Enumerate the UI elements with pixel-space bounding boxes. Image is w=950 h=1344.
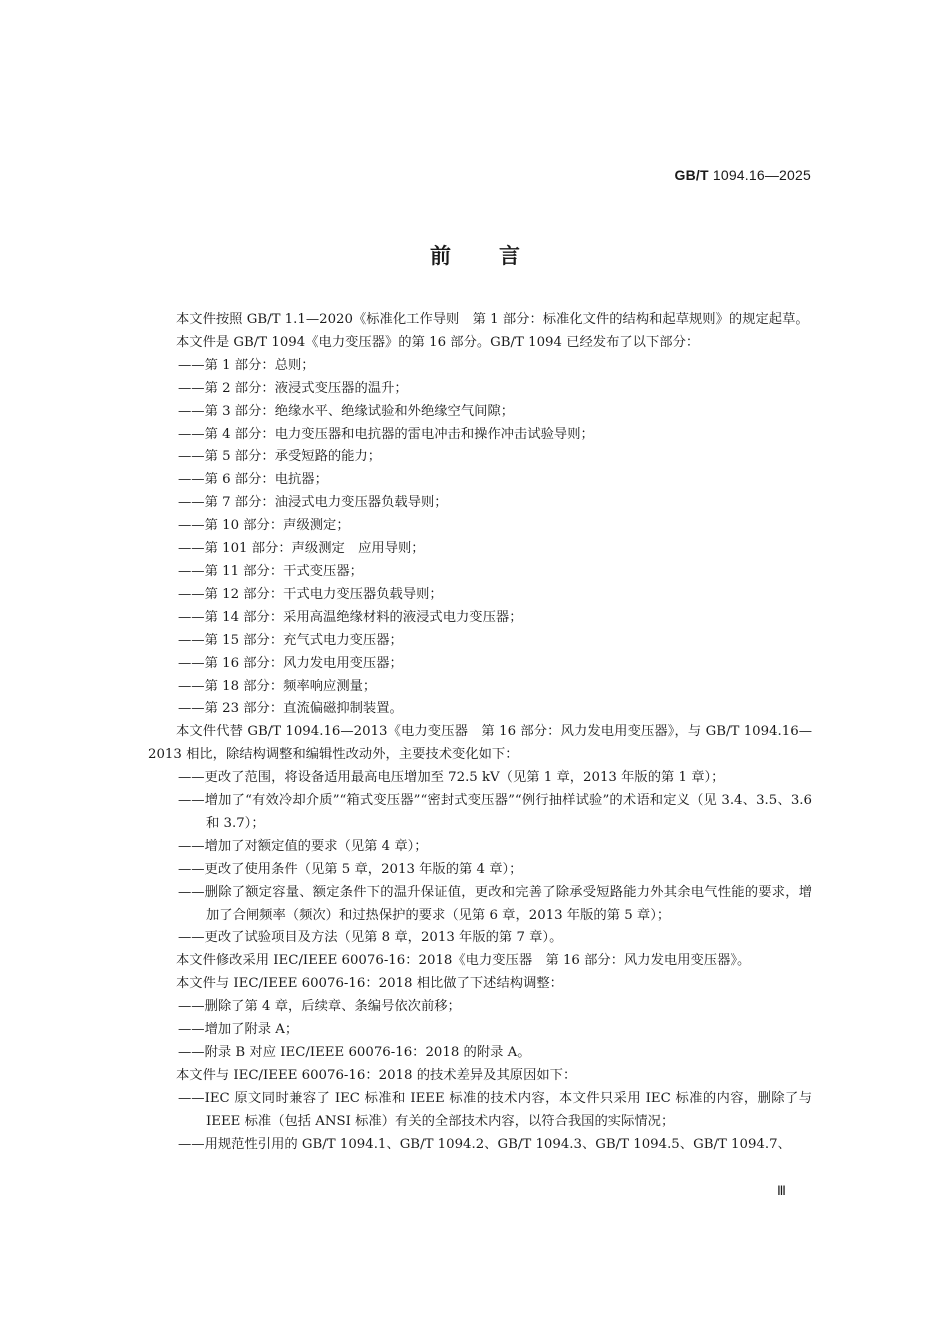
list-item: ——第 7 部分：油浸式电力变压器负载导则；	[178, 495, 448, 511]
list-item: ——第 14 部分：采用高温绝缘材料的液浸式电力变压器；	[178, 609, 523, 625]
list-item: ——第 10 部分：声级测定；	[178, 518, 350, 534]
page-number: Ⅲ	[777, 1183, 786, 1198]
standard-prefix: GB/T	[674, 167, 709, 183]
paragraph: 本文件按照 GB/T 1.1—2020《标准化工作导则 第 1 部分：标准化文件的结构和起草规则》的规定起草。	[176, 312, 809, 327]
list-item: ——第 12 部分：干式电力变压器负载导则；	[178, 586, 443, 602]
list-item: ——第 101 部分：声级测定 应用导则；	[178, 541, 425, 557]
list-item: ——第 2 部分：液浸式变压器的温升；	[178, 380, 408, 396]
list-item: ——第 23 部分：直流偏磁抑制装置。	[178, 701, 403, 717]
page-title: 前言	[430, 244, 568, 268]
list-item: ——第 6 部分：电抗器；	[178, 472, 328, 488]
list-item: ——更改了试验项目及方法（见第 8 章，2013 年版的第 7 章）。	[178, 930, 563, 946]
list-item: ——第 11 部分：干式变压器；	[178, 563, 363, 579]
list-item: ——增加了对额定值的要求（见第 4 章）；	[178, 838, 428, 854]
list-item: ——第 5 部分：承受短路的能力；	[178, 449, 382, 465]
paragraph: 本文件代替 GB/T 1094.16—2013《电力变压器 第 16 部分：风力发电用变压器》，与 GB/T 1094.16—2013 相比，除结构调整和编辑性改动外，主要技术变化如下：	[148, 724, 812, 763]
standard-number: 1094.16—2025	[712, 167, 811, 183]
list-item: ——IEC 原文同时兼容了 IEC 标准和 IEEE 标准的技术内容，本文件只采用 IEC 标准的内容，删除了与 IEEE 标准（包括 ANSI 标准）有关的全部技术内容，以符合我国的实际情况；	[178, 1090, 812, 1129]
paragraph: 本文件是 GB/T 1094《电力变压器》的第 16 部分。GB/T 1094 已经发布了以下部分：	[176, 334, 700, 350]
list-item: ——第 16 部分：风力发电用变压器；	[178, 655, 403, 671]
paragraph: 本文件与 IEC/IEEE 60076-16：2018 相比做了下述结构调整：	[176, 976, 563, 992]
standard-code	[675, 167, 812, 183]
list-item: ——第 15 部分：充气式电力变压器；	[178, 632, 403, 648]
list-item: ——更改了使用条件（见第 5 章，2013 年版的第 4 章）；	[178, 861, 523, 877]
list-item: ——第 3 部分：绝缘水平、绝缘试验和外绝缘空气间隙；	[178, 403, 515, 419]
list-item: ——第 18 部分：频率响应测量；	[178, 678, 377, 694]
list-item: ——第 1 部分：总则；	[178, 357, 315, 373]
list-item: ——更改了范围，将设备适用最高电压增加至 72.5 kV（见第 1 章，2013 年版的第 1 章）；	[178, 770, 725, 786]
list-item: ——增加了“有效冷却介质”“箱式变压器”“密封式变压器”“例行抽样试验”的术语和定义（见 3.4、3.5、3.6 和 3.7）；	[178, 793, 812, 831]
list-item: ——增加了附录 A；	[178, 1022, 299, 1038]
list-item: ——附录 B 对应 IEC/IEEE 60076-16：2018 的附录 A。	[178, 1045, 531, 1060]
document-body	[148, 309, 812, 1157]
paragraph: 本文件修改采用 IEC/IEEE 60076-16：2018《电力变压器 第 16 部分：风力发电用变压器》。	[176, 953, 751, 969]
list-item: ——删除了第 4 章，后续章、条编号依次前移；	[178, 999, 461, 1015]
list-item: ——用规范性引用的 GB/T 1094.1、GB/T 1094.2、GB/T 1094.3、GB/T 1094.5、GB/T 1094.7、	[178, 1136, 791, 1152]
list-item: ——第 4 部分：电力变压器和电抗器的雷电冲击和操作冲击试验导则；	[178, 426, 594, 442]
list-item: ——删除了额定容量、额定条件下的温升保证值，更改和完善了除承受短路能力外其余电气性能的要求，增加了合闸频率（频次）和过热保护的要求（见第 6 章，2013 年版的第 5 章）；	[178, 884, 812, 923]
paragraph: 本文件与 IEC/IEEE 60076-16：2018 的技术差异及其原因如下：	[176, 1067, 577, 1083]
